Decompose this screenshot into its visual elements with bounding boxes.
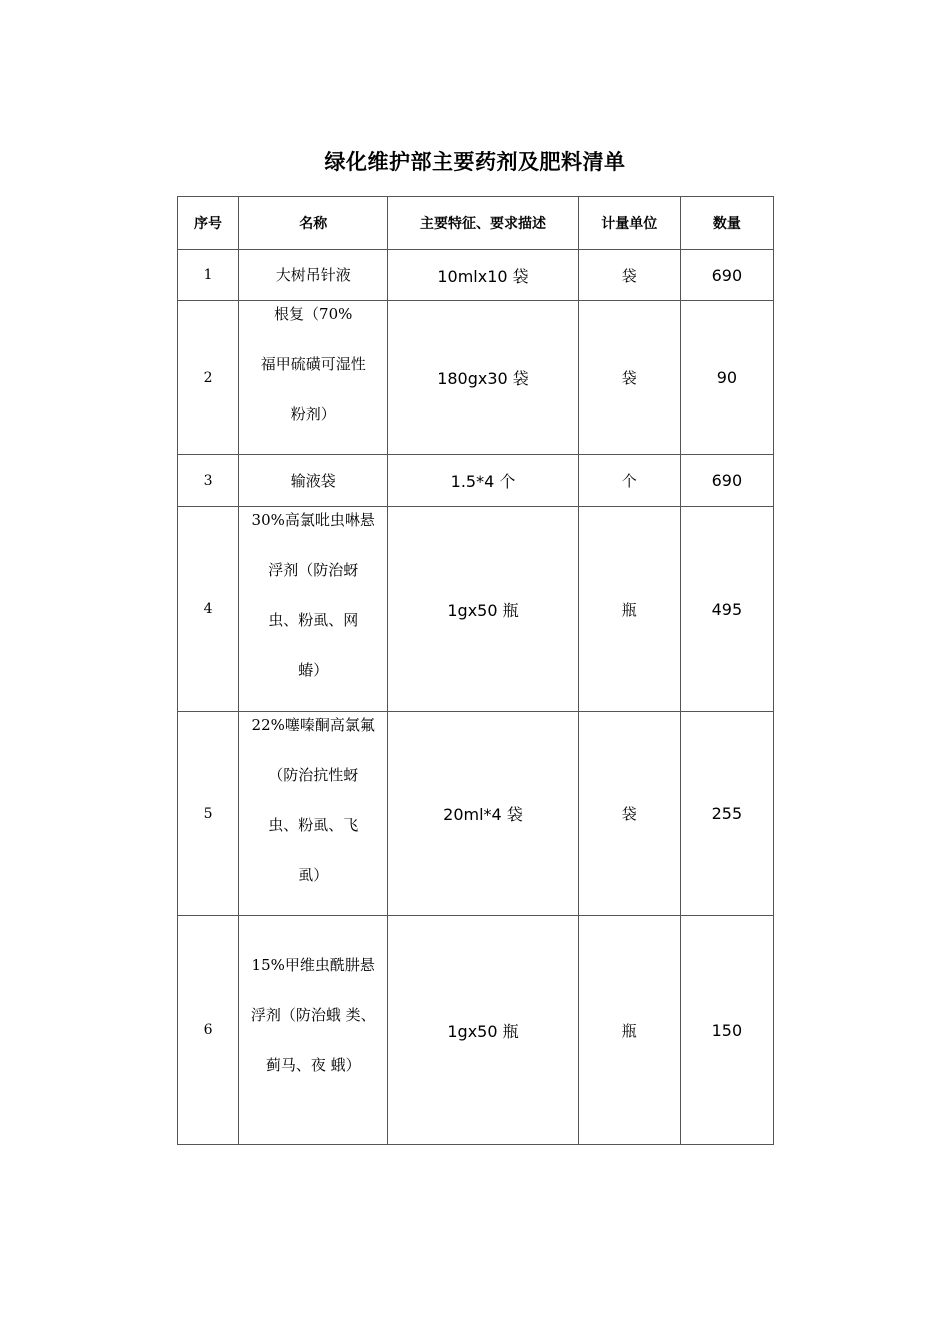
cell-qty: 690 (680, 250, 773, 301)
name-line: 虱） (298, 866, 329, 884)
cell-index: 1 (178, 250, 239, 301)
name-line: 30%高氯吡虫啉悬 (251, 511, 375, 529)
page-title: 绿化维护部主要药剂及肥料清单 (324, 150, 626, 174)
name-line: 福甲硫磺可湿性 (260, 355, 366, 373)
name-line: 虫、粉虱、网 (268, 611, 359, 629)
cell-qty: 255 (680, 712, 773, 916)
header-name: 名称 (239, 197, 388, 250)
name-line: 根复（70% (274, 305, 353, 323)
name-line: （防治抗性蚜 (268, 766, 359, 784)
cell-index: 5 (178, 712, 239, 916)
cell-index: 2 (178, 301, 239, 455)
header-qty: 数量 (680, 197, 773, 250)
cell-index: 3 (178, 455, 239, 507)
cell-qty: 690 (680, 455, 773, 507)
cell-unit: 袋 (578, 712, 680, 916)
cell-unit: 瓶 (578, 916, 680, 1145)
header-unit: 计量单位 (578, 197, 680, 250)
name-line: 大树吊针液 (275, 266, 351, 284)
name-line: 浮剂（防治蚜 (268, 561, 359, 579)
table-row (178, 916, 774, 1145)
cell-spec: 1.5*4 个 (388, 455, 578, 507)
name-line: 蓟马、夜 蛾） (265, 1056, 361, 1074)
name-line: 粉剂） (290, 405, 336, 423)
table-header-row (178, 197, 774, 250)
name-line: 22%噻嗪酮高氯氟 (251, 716, 375, 734)
table-row (178, 301, 774, 455)
cell-name (239, 712, 388, 916)
name-line: 15%甲维虫酰肼悬 (251, 956, 375, 974)
cell-index: 4 (178, 507, 239, 712)
cell-unit: 袋 (578, 301, 680, 455)
cell-spec: 10mlx10 袋 (388, 250, 578, 301)
name-line: 蝽） (298, 661, 329, 679)
header-index: 序号 (178, 197, 239, 250)
cell-index: 6 (178, 916, 239, 1145)
name-line: 虫、粉虱、飞 (268, 816, 359, 834)
cell-qty: 150 (680, 916, 773, 1145)
table-row (178, 507, 774, 712)
cell-unit: 个 (578, 455, 680, 507)
name-line: 输液袋 (290, 471, 336, 490)
cell-qty: 90 (680, 301, 773, 455)
cell-spec: 20ml*4 袋 (388, 712, 578, 916)
cell-spec: 1gx50 瓶 (388, 916, 578, 1145)
cell-unit: 瓶 (578, 507, 680, 712)
name-line: 浮剂（防治蛾 类、 (250, 1006, 376, 1024)
cell-name (239, 916, 388, 1145)
cell-name (239, 301, 388, 455)
cell-spec: 1gx50 瓶 (388, 507, 578, 712)
cell-unit: 袋 (578, 250, 680, 301)
cell-name (239, 507, 388, 712)
header-spec: 主要特征、要求描述 (388, 197, 578, 250)
table-row (178, 712, 774, 916)
cell-qty: 495 (680, 507, 773, 712)
inventory-table (177, 196, 774, 1145)
cell-spec: 180gx30 袋 (388, 301, 578, 455)
